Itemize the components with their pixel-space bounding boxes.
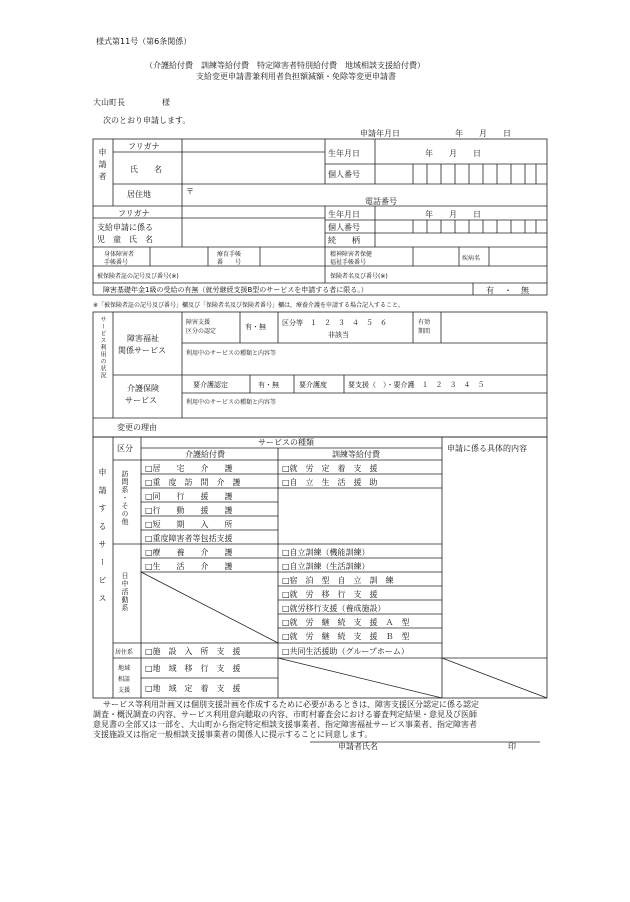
training-item-employment-transition[interactable]: □就 労 移 行 支 援	[282, 590, 378, 599]
child-birth-value: 年 月 日	[425, 210, 481, 219]
physical-handbook-label-1: 身体障害者	[104, 251, 135, 258]
group-community-label-3: 支援	[118, 687, 131, 694]
residence-care-item[interactable]: □施 設 入 所 支 援	[145, 647, 241, 656]
consent-text-1: サービス等利用計画又は個別支援計画を作成するために必要があるときは、障害支援区分認定に係る認定	[103, 700, 479, 709]
training-benefit-header: 訓練等給付費	[332, 450, 380, 459]
child-birth-label: 生年月日	[328, 210, 360, 219]
welfare-service-label-1: 障害福祉	[127, 334, 159, 343]
applicant-furigana-label: フリガナ	[128, 142, 160, 151]
consent-text-4: 支援施設又は指定一般相談支援事業者の関係人に提示することに同意します。	[93, 730, 373, 739]
application-date-value: 年 月 日	[455, 129, 511, 138]
applicant-address-label: 居住地	[127, 190, 151, 199]
training-item-employment-retention[interactable]: □就 労 定 着 支 援	[282, 464, 378, 473]
service-types-header: サービスの種類	[258, 438, 314, 447]
care-item-behavior[interactable]: □行 動 援 護	[145, 506, 233, 515]
signature-label: 申請者氏名	[338, 742, 378, 751]
group-residence-label: 居住系	[115, 649, 134, 656]
care-item-home-care[interactable]: □居 宅 介 護	[145, 464, 233, 473]
child-relation-label: 続 柄	[328, 236, 360, 245]
rehab-handbook-label-1: 療育手帳	[217, 251, 242, 258]
welfare-service-label-2: 関係サービス	[118, 346, 166, 355]
group-community-label-1: 地域	[118, 665, 131, 672]
care-detail-label: 利用中のサービスの種類と内容等	[186, 399, 277, 406]
consent-text-3: 意見書の全部又は一部を、大山町から指定特定相談支援事業者、指定障害福祉サービス事業者、指定障害者	[93, 720, 477, 729]
child-furigana-label: フリガナ	[118, 209, 150, 218]
care-cert-yn[interactable]: 有・無	[258, 381, 279, 389]
support-certify-label-1: 障害支援	[186, 319, 211, 326]
change-reason-label: 変更の理由	[117, 423, 157, 432]
addressee-honorific: 様	[162, 98, 170, 107]
applicant-phone-label: 電話番号	[365, 197, 397, 206]
addressee: 大山町長	[93, 98, 125, 107]
care-item-life-care[interactable]: □生 活 介 護	[145, 562, 233, 571]
applicant-birth-label: 生年月日	[328, 149, 360, 158]
insurer-no-label: 保険者名及び番号(※)	[330, 273, 388, 280]
care-insurance-label-1: 介護保険	[127, 384, 159, 393]
support-class-na[interactable]: 非該当	[328, 331, 349, 339]
valid-period-label-1: 有効	[418, 319, 431, 326]
group-day-label: 日中活動系	[121, 572, 129, 612]
seal-mark: 印	[508, 742, 516, 751]
welfare-detail-label: 利用中のサービスの種類と内容等	[186, 350, 277, 357]
training-item-transition-school[interactable]: □就労移行支援（養成施設）	[282, 604, 386, 613]
pension-question: 障害基礎年金1級の受給の有無（就労継続支援B型のサービスを申請する者に限る。）	[103, 286, 368, 294]
care-item-medical-care[interactable]: □療 養 介 護	[145, 548, 233, 557]
physical-handbook-label-2: 手帳番号	[104, 259, 129, 266]
insurance-note: ※「被保険者証の記号及び番号」欄及び「保険者名及び保険者番号」欄は，療養介護を申請する場合記入すること。	[93, 302, 405, 309]
care-item-accompany[interactable]: □同 行 援 護	[145, 492, 233, 501]
support-class-label: 区分等	[282, 319, 303, 327]
form-title-line1: （介護給付費 訓練等給付費 特定障害者特別給付費 地域相談支援給付費）	[145, 61, 425, 70]
training-item-functional[interactable]: □自立訓練（機能訓練）	[282, 548, 370, 557]
training-item-independent-life[interactable]: □自 立 生 活 援 助	[282, 478, 378, 487]
training-item-continuation-a[interactable]: □就 労 継 続 支 援 Ａ 型	[282, 618, 410, 627]
applicant-name-label: 氏 名	[130, 165, 162, 174]
support-class-values[interactable]: １ ２ ３ ４ ５ ６	[310, 319, 387, 327]
rehab-handbook-label-2: 番 号	[217, 259, 242, 266]
care-item-comprehensive[interactable]: □重度障害者等包括支援	[145, 534, 233, 543]
care-level-label: 要介護度	[299, 381, 327, 389]
applicant-side-label: 申請者	[98, 148, 107, 184]
pension-separator: ・	[504, 286, 512, 295]
group-community-label-2: 相談	[118, 676, 131, 683]
application-date-label: 申請年月日	[360, 129, 400, 138]
care-item-severe-visit[interactable]: □重 度 訪 問 介 護	[145, 478, 241, 487]
training-item-residential[interactable]: □宿 泊 型 自 立 訓 練	[282, 576, 394, 585]
child-name-label-1: 支給申請に係る	[97, 223, 153, 232]
form-number: 様式第11号（第6条関係）	[96, 37, 192, 46]
pension-yes[interactable]: 有	[486, 286, 494, 295]
care-level-values[interactable]: 要支援（ ）・要介護 １ ２ ３ ４ ５	[348, 381, 485, 389]
applicant-individual-no-label: 個人番号	[328, 170, 360, 179]
community-item-transition[interactable]: □地 域 移 行 支 援	[145, 664, 241, 673]
valid-period-label-2: 期間	[418, 328, 431, 335]
residence-training-item[interactable]: □共同生活援助（グループホーム）	[282, 647, 409, 656]
child-name-label-2: 児 童 氏 名	[97, 235, 153, 244]
consent-text-2: 調査・概況調査の内容、サービス利用意向聴取の内容、市町村審査会における審査判定結果・意見及び医師	[93, 710, 477, 719]
postal-mark: 〒	[186, 187, 194, 196]
training-item-life-training[interactable]: □自立訓練（生活訓練）	[282, 562, 370, 571]
mental-handbook-label-1: 精神障害者保健	[330, 251, 373, 258]
care-item-short-stay[interactable]: □短 期 入 所	[145, 520, 233, 529]
support-certify-label-2: 区分の認定	[186, 328, 217, 335]
training-item-continuation-b[interactable]: □就 労 継 続 支 援 Ｂ 型	[282, 632, 410, 641]
form-title-line2: 支給変更申請書兼利用者負担額減額・免除等変更申請書	[196, 72, 396, 81]
insured-no-label: 被保険者証の記号及び番号(※)	[97, 273, 179, 280]
usage-side-label: サービス利用の状況	[99, 316, 106, 379]
services-side-label: 申請するサービス	[98, 468, 107, 612]
support-certify-yn[interactable]: 有・無	[245, 323, 266, 331]
child-individual-no-label: 個人番号	[328, 223, 360, 232]
community-item-settlement[interactable]: □地 域 定 着 支 援	[145, 684, 241, 693]
intro-text: 次のとおり申請します。	[103, 116, 191, 125]
category-header: 区分	[117, 444, 133, 453]
detail-header: 申請に係る具体的内容	[447, 444, 527, 453]
applicant-birth-value: 年 月 日	[425, 149, 481, 158]
care-cert-label: 要介護認定	[193, 381, 228, 389]
care-insurance-label-2: サービス	[125, 396, 157, 405]
disease-label: 疾病名	[462, 255, 481, 262]
care-benefit-header: 介護給付費	[185, 450, 225, 459]
group-visit-label: 訪問系・その他	[121, 470, 129, 526]
pension-no[interactable]: 無	[521, 286, 529, 295]
mental-handbook-label-2: 福祉手帳番号	[330, 259, 367, 266]
